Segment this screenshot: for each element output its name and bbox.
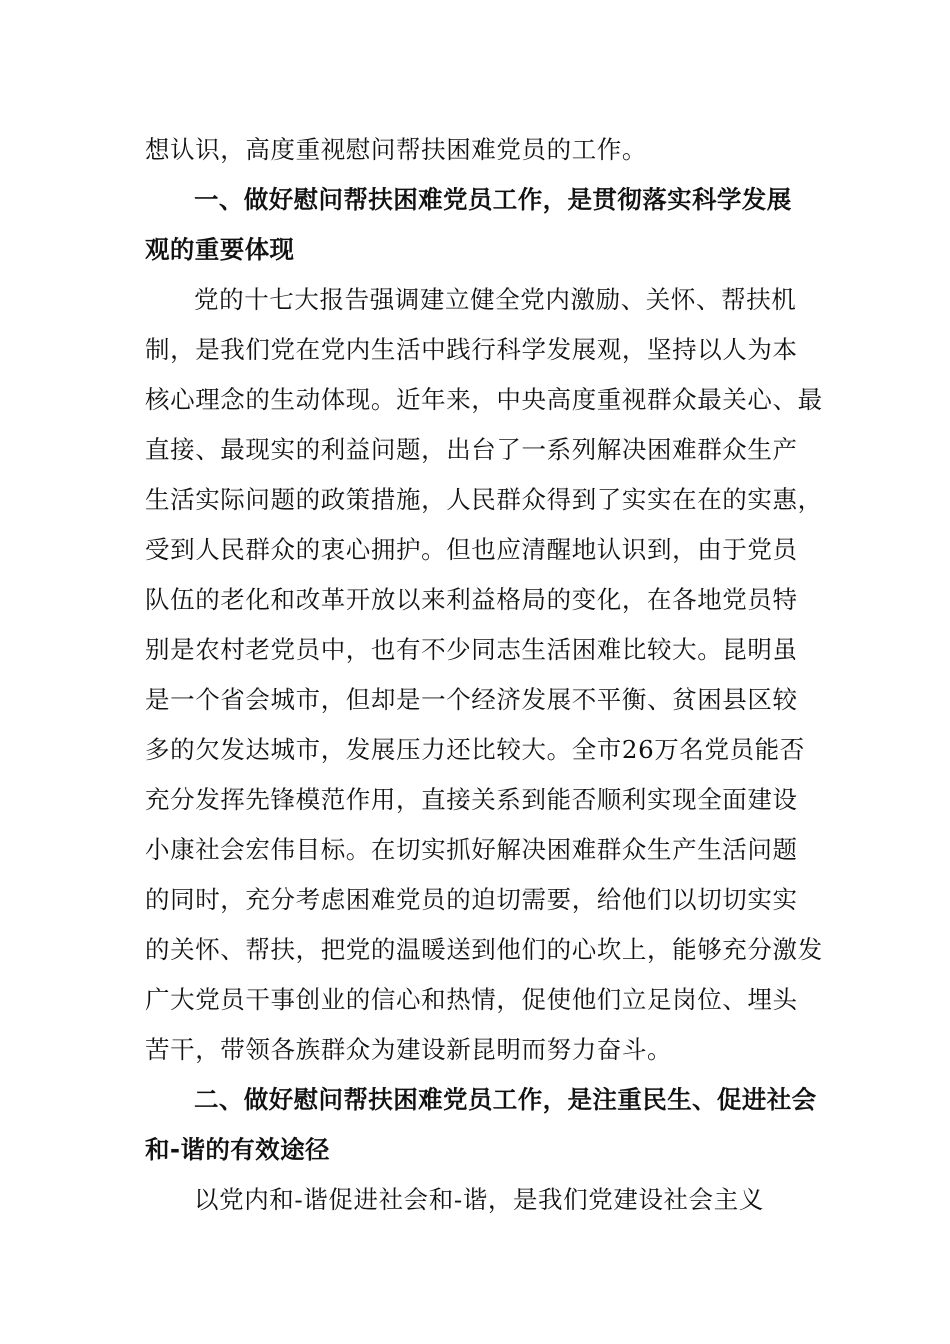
body-text-line: 想认识，高度重视慰问帮扶困难党员的工作。 (145, 135, 647, 164)
body-text-line: 直接、最现实的利益问题，出台了一系列解决困难群众生产 (145, 435, 798, 464)
body-text-line: 的同时，充分考虑困难党员的迫切需要，给他们以切切实实 (145, 885, 798, 914)
body-text-line: 党的十七大报告强调建立健全党内激励、关怀、帮扶机 (194, 285, 797, 314)
body-text-line: 小康社会宏伟目标。在切实抓好解决困难群众生产生活问题 (145, 835, 798, 864)
section-heading-1: 一、做好慰问帮扶困难党员工作，是贯彻落实科学发展 (194, 185, 792, 214)
body-text-line: 充分发挥先锋模范作用，直接关系到能否顺利实现全面建设 (145, 785, 798, 814)
section-heading-1-continued: 观的重要体现 (145, 235, 295, 264)
body-text-line: 是一个省会城市，但却是一个经济发展不平衡、贫困县区较 (145, 685, 798, 714)
body-text-line: 核心理念的生动体现。近年来，中央高度重视群众最关心、最 (145, 385, 823, 414)
body-text-line: 受到人民群众的衷心拥护。但也应清醒地认识到，由于党员 (145, 535, 798, 564)
body-text-line: 制，是我们党在党内生活中践行科学发展观，坚持以人为本 (145, 335, 798, 364)
body-text-line: 的关怀、帮扶，把党的温暖送到他们的心坎上，能够充分激发 (145, 935, 823, 964)
body-text-line: 苦干，带领各族群众为建设新昆明而努力奋斗。 (145, 1035, 673, 1064)
section-heading-2-continued: 和-谐的有效途径 (145, 1135, 330, 1164)
body-text-line: 生活实际问题的政策措施，人民群众得到了实实在在的实惠， (145, 485, 823, 514)
body-text-line: 以党内和-谐促进社会和-谐，是我们党建设社会主义 (194, 1185, 764, 1214)
section-heading-2: 二、做好慰问帮扶困难党员工作，是注重民生、促进社会 (194, 1085, 817, 1114)
body-text-line: 广大党员干事创业的信心和热情，促使他们立足岗位、埋头 (145, 985, 798, 1014)
body-text-line: 队伍的老化和改革开放以来利益格局的变化，在各地党员特 (145, 585, 798, 614)
body-text-line: 别是农村老党员中，也有不少同志生活困难比较大。昆明虽 (145, 635, 798, 664)
body-text-line: 多的欠发达城市，发展压力还比较大。全市26万名党员能否 (145, 735, 805, 764)
